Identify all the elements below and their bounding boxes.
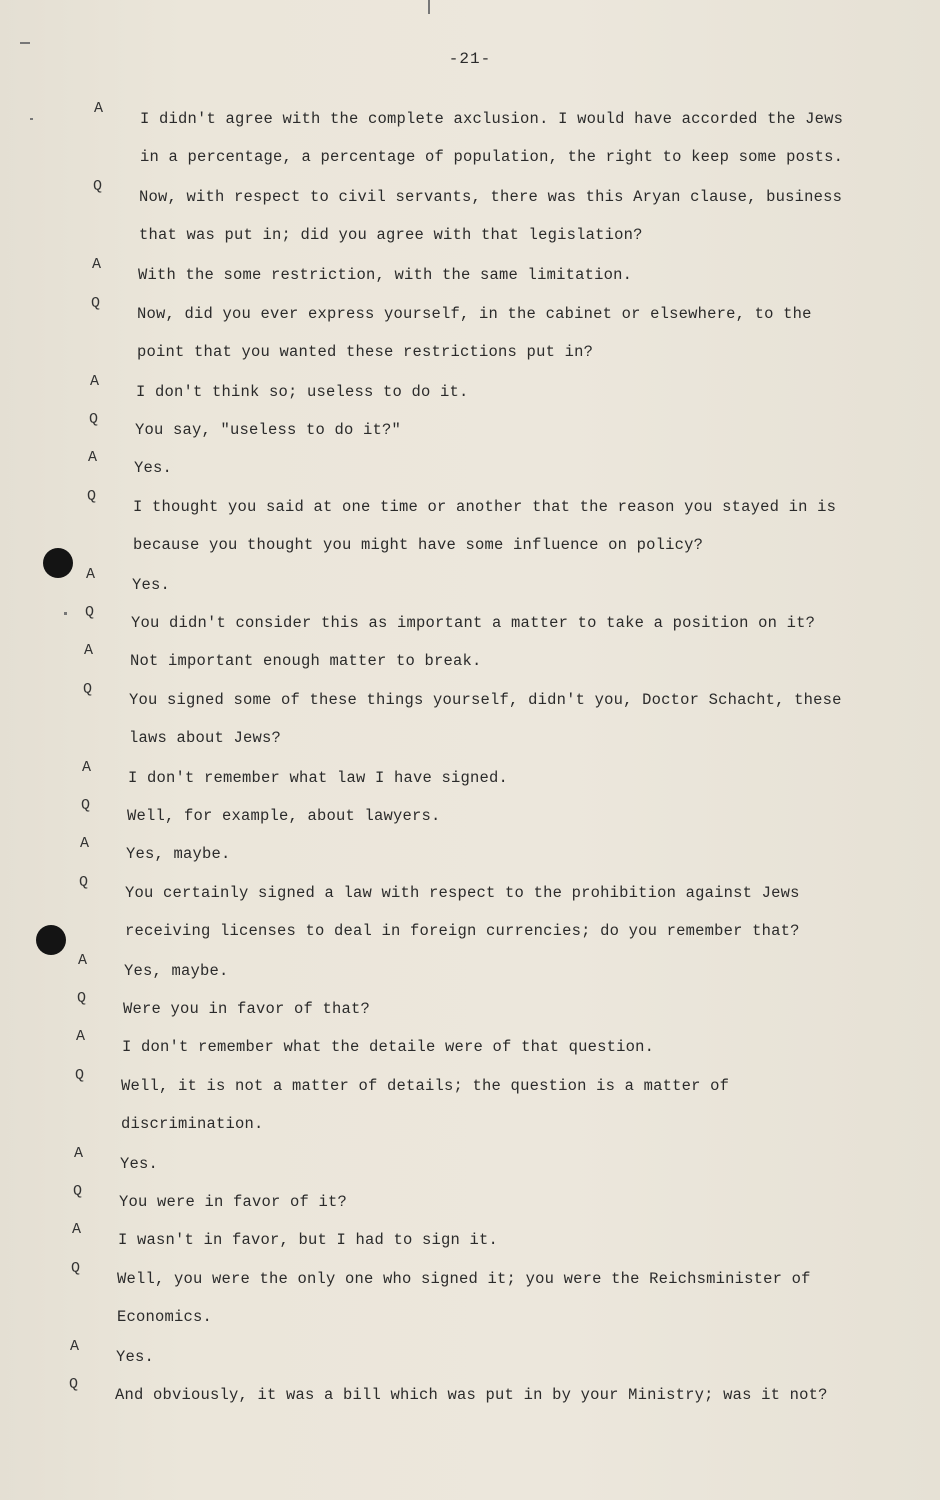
speaker-label: A bbox=[84, 642, 94, 659]
paper-speck bbox=[30, 118, 33, 120]
speaker-label: A bbox=[74, 1145, 84, 1162]
entry-text: Yes. bbox=[132, 576, 171, 594]
entry-text: I thought you said at one time or another that the reason you stayed in is because you thought you might have some influence on policy? bbox=[133, 498, 846, 554]
entry-text: Yes. bbox=[120, 1155, 159, 1173]
entry-text: Well, you were the only one who signed it; you were the Reichsminister of Economics. bbox=[117, 1270, 821, 1326]
speaker-label: Q bbox=[79, 874, 89, 891]
speaker-label: Q bbox=[93, 178, 103, 195]
speaker-label: Q bbox=[71, 1260, 81, 1277]
entry-text: You say, "useless to do it?" bbox=[135, 421, 402, 439]
speaker-label: Q bbox=[75, 1067, 85, 1084]
speaker-label: A bbox=[76, 1028, 86, 1045]
entry-text: Yes. bbox=[116, 1348, 155, 1366]
speaker-label: Q bbox=[91, 295, 101, 312]
punch-hole bbox=[36, 925, 66, 955]
entry-text: Yes, maybe. bbox=[126, 845, 231, 863]
speaker-label: Q bbox=[89, 411, 99, 428]
entry-text: Not important enough matter to break. bbox=[130, 652, 482, 670]
speaker-label: A bbox=[72, 1221, 82, 1238]
entry-text: Now, did you ever express yourself, in the cabinet or elsewhere, to the point that you wanted these restrictions put in? bbox=[137, 305, 822, 361]
paper-speck bbox=[64, 612, 67, 615]
speaker-label: Q bbox=[85, 604, 95, 621]
paper-speck bbox=[428, 0, 430, 14]
entry-text: Were you in favor of that? bbox=[123, 1000, 371, 1018]
entry-text: You didn't consider this as important a matter to take a position on it? bbox=[131, 614, 816, 632]
speaker-label: A bbox=[80, 835, 90, 852]
entry-text: You certainly signed a law with respect to the prohibition against Jews receiving licenses to deal in foreign currencies; do you remember that? bbox=[125, 884, 810, 940]
entry-text: Well, it is not a matter of details; the question is a matter of discrimination. bbox=[121, 1077, 739, 1133]
entry-text: Well, for example, about lawyers. bbox=[127, 807, 441, 825]
page-number: -21- bbox=[448, 50, 492, 68]
speaker-label: Q bbox=[73, 1183, 83, 1200]
speaker-label: Q bbox=[87, 488, 97, 505]
entry-text: Yes, maybe. bbox=[124, 962, 229, 980]
entry-text: With the some restriction, with the same limitation. bbox=[138, 266, 633, 284]
paper-speck bbox=[20, 42, 30, 44]
entry-text: I don't remember what the detaile were of that question. bbox=[122, 1038, 655, 1056]
entry-text: I didn't agree with the complete axclusion. I would have accorded the Jews in a percentage, a percentage of population, the right to keep some posts. bbox=[140, 110, 853, 166]
speaker-label: A bbox=[82, 759, 92, 776]
entry-text: I don't remember what law I have signed. bbox=[128, 769, 509, 787]
entry-text: I wasn't in favor, but I had to sign it. bbox=[118, 1231, 499, 1249]
punch-hole bbox=[43, 548, 73, 578]
speaker-label: A bbox=[78, 952, 88, 969]
speaker-label: Q bbox=[69, 1376, 79, 1393]
speaker-label: Q bbox=[77, 990, 87, 1007]
speaker-label: A bbox=[88, 449, 98, 466]
transcript bbox=[0, 100, 940, 1480]
speaker-label: A bbox=[92, 256, 102, 273]
speaker-label: A bbox=[86, 566, 96, 583]
speaker-label: A bbox=[94, 100, 104, 117]
entry-text: And obviously, it was a bill which was put in by your Ministry; was it not? bbox=[115, 1386, 828, 1404]
entry-text: You signed some of these things yourself, didn't you, Doctor Schacht, these laws about Jews? bbox=[129, 691, 852, 747]
speaker-label: A bbox=[70, 1338, 80, 1355]
entry-text: I don't think so; useless to do it. bbox=[136, 383, 469, 401]
entry-text: Yes. bbox=[134, 459, 173, 477]
entry-text: Now, with respect to civil servants, there was this Aryan clause, business that was put in; did you agree with that legislation? bbox=[139, 188, 852, 244]
speaker-label: Q bbox=[81, 797, 91, 814]
entry-text: You were in favor of it? bbox=[119, 1193, 348, 1211]
speaker-label: Q bbox=[83, 681, 93, 698]
speaker-label: A bbox=[90, 373, 100, 390]
